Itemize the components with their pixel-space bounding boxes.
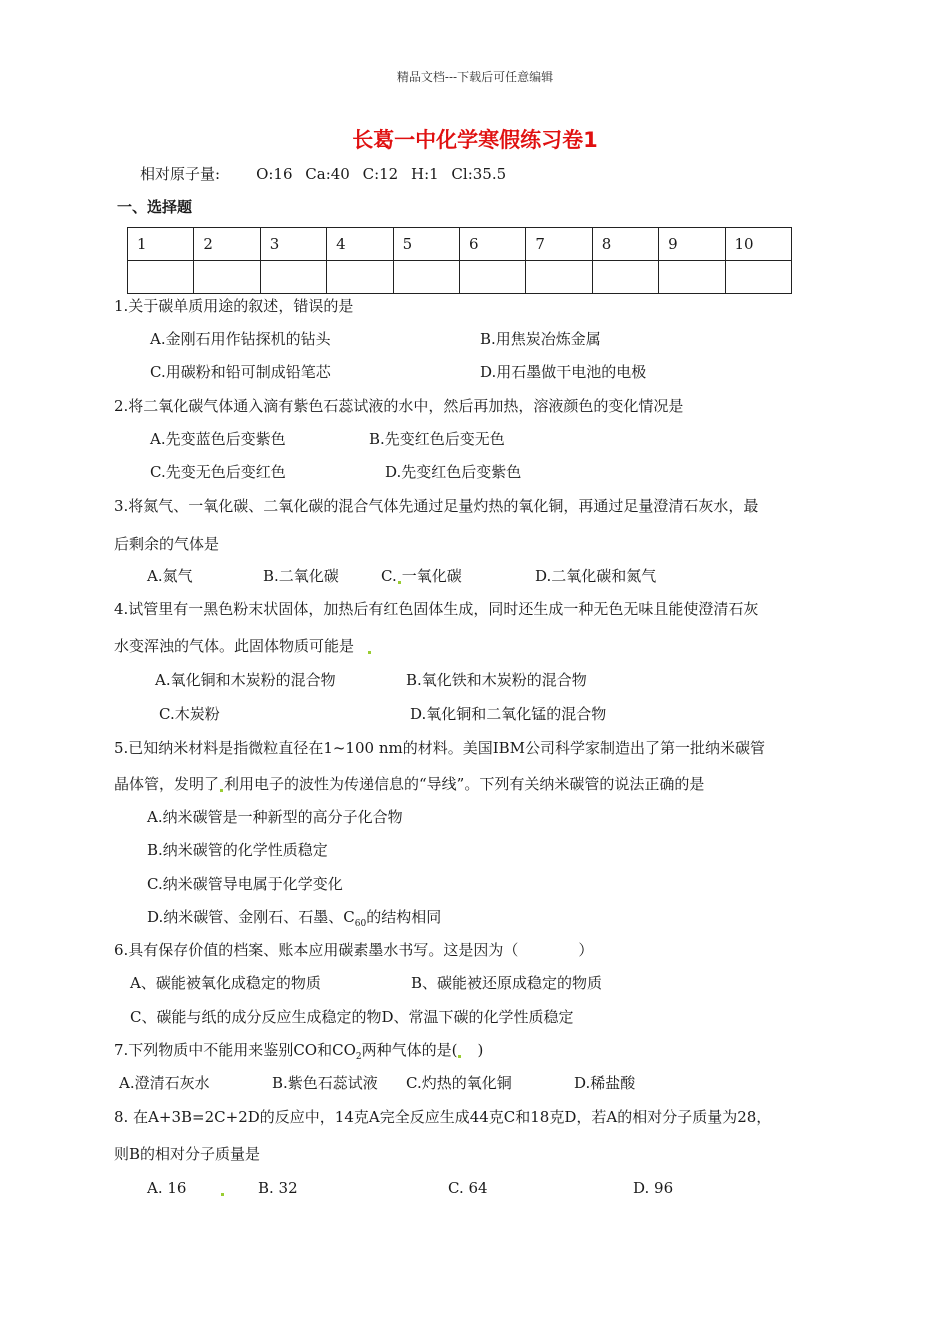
atomic-mass-values: O:16 Ca:40 C:12 H:1 Cl:35.5 xyxy=(256,165,507,183)
q8-option-c: C. 64 xyxy=(448,1179,488,1197)
answer-number: 2 xyxy=(194,228,260,261)
mark-dot xyxy=(220,789,223,792)
q4-option-b: B.氧化铁和木炭粉的混合物 xyxy=(406,671,587,689)
answer-cell[interactable] xyxy=(327,261,393,294)
answer-number: 6 xyxy=(459,228,525,261)
answer-cell[interactable] xyxy=(659,261,725,294)
q4-option-c: C.木炭粉 xyxy=(159,705,220,723)
q1-option-a: A.金刚石用作钻探机的钻头 xyxy=(150,330,331,348)
answer-cell[interactable] xyxy=(194,261,260,294)
q6-option-cd: C、碳能与纸的成分反应生成稳定的物D、常温下碳的化学性质稳定 xyxy=(130,1008,574,1026)
q3-option-c-text: 一氧化碳 xyxy=(401,567,462,585)
q7-stem-part1: 7.下列物质中不能用来鉴别CO和CO xyxy=(114,1041,356,1059)
q5-option-d-text: D.纳米碳管、金刚石、石墨、C xyxy=(147,908,355,926)
page-title: 长葛一中化学寒假练习卷1 xyxy=(352,128,598,152)
q7-option-d: D.稀盐酸 xyxy=(574,1074,636,1092)
q2-option-a: A.先变蓝色后变紫色 xyxy=(150,430,286,448)
answer-number: 1 xyxy=(128,228,194,261)
q1-option-d: D.用石墨做干电池的电极 xyxy=(480,363,647,381)
answer-number: 8 xyxy=(592,228,658,261)
answer-number: 5 xyxy=(393,228,459,261)
q5-option-d-subscript: 60 xyxy=(354,919,367,929)
mark-dot xyxy=(368,651,371,654)
q7-option-a: A.澄清石灰水 xyxy=(119,1074,210,1092)
q3-option-c-letter: C. xyxy=(381,567,397,585)
q3-option-d: D.二氧化碳和氮气 xyxy=(535,567,657,585)
q6-option-b: B、碳能被还原成稳定的物质 xyxy=(411,974,603,992)
q8-stem-line1: 8. 在A+3B=2C+2D的反应中，14克A完全反应生成44克C和18克D，若A的相对分子质量为28， xyxy=(114,1108,772,1126)
q5-option-d xyxy=(147,907,441,934)
q5-stem-part1: 晶体管，发明了 xyxy=(114,775,220,793)
q1-option-c: C.用碳粉和铅可制成铅笔芯 xyxy=(150,363,331,381)
q7-stem xyxy=(114,1040,483,1067)
q5-option-c: C.纳米碳管导电属于化学变化 xyxy=(147,875,343,893)
q5-stem-line2 xyxy=(114,774,704,794)
q2-option-c: C.先变无色后变红色 xyxy=(150,463,286,481)
q3-option-a: A.氮气 xyxy=(147,567,193,585)
q2-stem: 2.将二氧化碳气体通入滴有紫色石蕊试液的水中，然后再加热，溶液颜色的变化情况是 xyxy=(114,397,684,415)
atomic-mass-line xyxy=(140,164,506,184)
q4-stem-line2 xyxy=(114,636,372,656)
q5-option-b: B.纳米碳管的化学性质稳定 xyxy=(147,841,328,859)
q2-option-d: D.先变红色后变紫色 xyxy=(385,463,522,481)
q4-option-d: D.氧化铜和二氧化锰的混合物 xyxy=(410,705,607,723)
answer-cell[interactable] xyxy=(459,261,525,294)
atomic-mass-label: 相对原子量: xyxy=(140,165,221,183)
q7-stem-part2: 两种气体的是( xyxy=(361,1041,458,1059)
section-title: 一、选择题 xyxy=(117,198,193,216)
answer-number: 3 xyxy=(260,228,326,261)
q1-option-b: B.用焦炭冶炼金属 xyxy=(480,330,601,348)
q5-option-d-tail: 的结构相同 xyxy=(366,908,442,926)
q1-stem: 1.关于碳单质用途的叙述，错误的是 xyxy=(114,297,354,315)
q7-stem-part3: ) xyxy=(462,1041,484,1059)
q7-stem-subscript: 2 xyxy=(355,1052,362,1062)
mark-dot xyxy=(398,581,401,584)
answer-number: 7 xyxy=(526,228,592,261)
q5-stem-line1: 5.已知纳米材料是指微粒直径在1~100 nm的材料。美国IBM公司科学家制造出了第一批纳米碳管 xyxy=(114,739,766,757)
q4-stem-line1: 4.试管里有一黑色粉末状固体，加热后有红色固体生成，同时还生成一种无色无味且能使澄清石灰 xyxy=(114,600,759,618)
q3-stem-line2: 后剩余的气体是 xyxy=(114,535,220,553)
answer-cell[interactable] xyxy=(592,261,658,294)
q3-stem-line1: 3.将氮气、一氧化碳、二氧化碳的混合气体先通过足量灼热的氧化铜，再通过足量澄清石灰水，最 xyxy=(114,497,759,515)
answer-table xyxy=(127,227,792,294)
q7-option-c: C.灼热的氧化铜 xyxy=(406,1074,512,1092)
q8-option-d: D. 96 xyxy=(633,1179,674,1197)
q6-option-a: A、碳能被氧化成稳定的物质 xyxy=(130,974,321,992)
q5-option-a: A.纳米碳管是一种新型的高分子化合物 xyxy=(147,808,403,826)
answer-table-header-row xyxy=(128,228,792,261)
q8-option-b: B. 32 xyxy=(258,1179,298,1197)
mark-dot xyxy=(221,1193,224,1196)
answer-cell[interactable] xyxy=(725,261,791,294)
answer-cell[interactable] xyxy=(128,261,194,294)
q3-option-b: B.二氧化碳 xyxy=(263,567,339,585)
q2-option-b: B.先变红色后变无色 xyxy=(369,430,505,448)
answer-table-blank-row xyxy=(128,261,792,294)
answer-cell[interactable] xyxy=(526,261,592,294)
q7-option-b: B.紫色石蕊试液 xyxy=(272,1074,378,1092)
answer-cell[interactable] xyxy=(393,261,459,294)
header-note: 精品文档---下载后可任意编辑 xyxy=(396,70,554,84)
q3-option-c xyxy=(381,566,462,586)
q5-stem-part2: 利用电子的波性为传递信息的“导线”。下列有关纳米碳管的说法正确的是 xyxy=(224,775,705,793)
q4-stem-text: 水变浑浊的气体。此固体物质可能是 xyxy=(114,637,355,655)
q8-option-a: A. 16 xyxy=(147,1179,187,1197)
q8-stem-line2: 则B的相对分子质量是 xyxy=(114,1145,261,1163)
answer-number: 4 xyxy=(327,228,393,261)
mark-dot-wrapper xyxy=(220,1178,225,1198)
answer-number: 10 xyxy=(725,228,791,261)
answer-cell[interactable] xyxy=(260,261,326,294)
q4-option-a: A.氧化铜和木炭粉的混合物 xyxy=(155,671,336,689)
answer-number: 9 xyxy=(659,228,725,261)
q6-stem: 6.具有保存价值的档案、账本应用碳素墨水书写。这是因为（ ） xyxy=(114,941,594,959)
